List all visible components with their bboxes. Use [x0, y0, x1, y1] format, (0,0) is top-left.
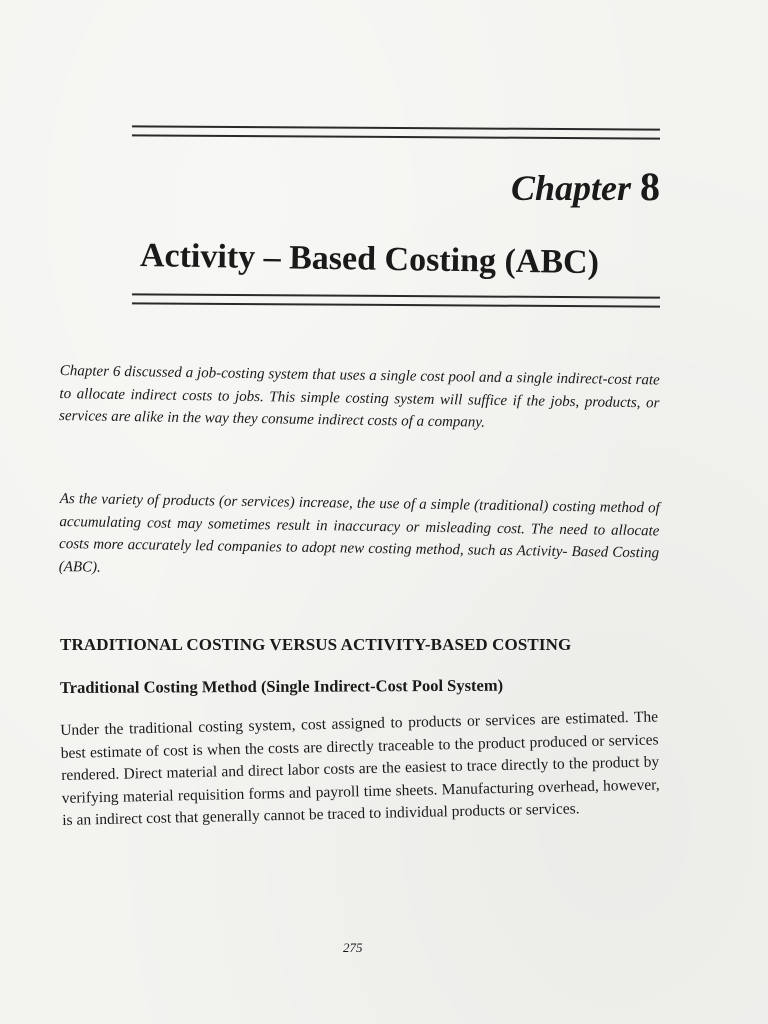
chapter-label-word: Chapter — [510, 168, 631, 208]
intro-paragraph-2: As the variety of products (or services) increase, the use of a simple (traditional) costing method of accumulating cost may sometimes result in inaccuracy or misleading cost. The need to allocate costs more accurately led companies to adopt new costing method, such as Activity- Based Costing (ABC). — [58, 490, 660, 576]
chapter-title: Activity – Based Costing (ABC) — [139, 237, 600, 282]
intro-paragraph-1: Chapter 6 discussed a job-costing system that uses a single cost pool and a single indirect-cost rate to allocate indirect costs to jobs. This simple costing system will suffice if the jobs, products, or services are alike in the way they consume indirect costs of a company. — [58, 362, 660, 431]
page-number: 275 — [343, 940, 363, 955]
bottom-double-rule — [132, 293, 660, 307]
top-double-rule — [132, 125, 660, 139]
section-body-paragraph: Under the traditional costing system, cost assigned to products or services are estimated. The best estimate of cost is when the costs are directly traceable to the product produced or services rendered. Direct material and direct labor costs are the easiest to trace directly to the product by verifying material requisition forms and payroll time sheets. Manufacturing overhead, however, is an indirect cost that generally cannot be traced to individual products or services. — [60, 708, 660, 829]
section-heading: TRADITIONAL COSTING VERSUS ACTIVITY-BASED COSTING — [60, 635, 572, 654]
chapter-number: 8 — [640, 164, 660, 209]
section-subheading: Traditional Costing Method (Single Indirect-Cost Pool System) — [59, 675, 504, 697]
chapter-label — [511, 163, 660, 210]
